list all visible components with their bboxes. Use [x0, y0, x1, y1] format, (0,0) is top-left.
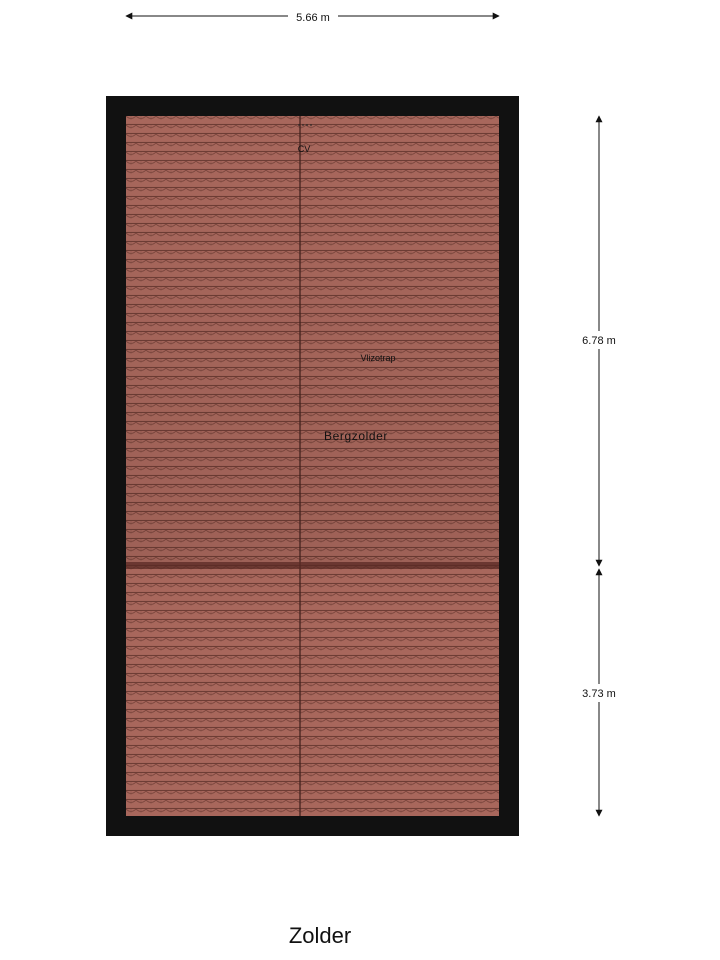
room-label: Bergzolder — [323, 429, 389, 443]
lower-depth-dimension-label: 3.73 m — [582, 688, 616, 700]
horizontal-ridge — [126, 562, 499, 569]
floor-title: Zolder — [288, 923, 352, 948]
upper-depth-dimension-label: 6.78 m — [582, 335, 616, 347]
width-dimension-label: 5.66 m — [296, 12, 330, 24]
cv-label: CV — [297, 144, 311, 154]
upper-shade — [126, 116, 499, 566]
hatch-label: Vlizotrap — [360, 353, 396, 363]
